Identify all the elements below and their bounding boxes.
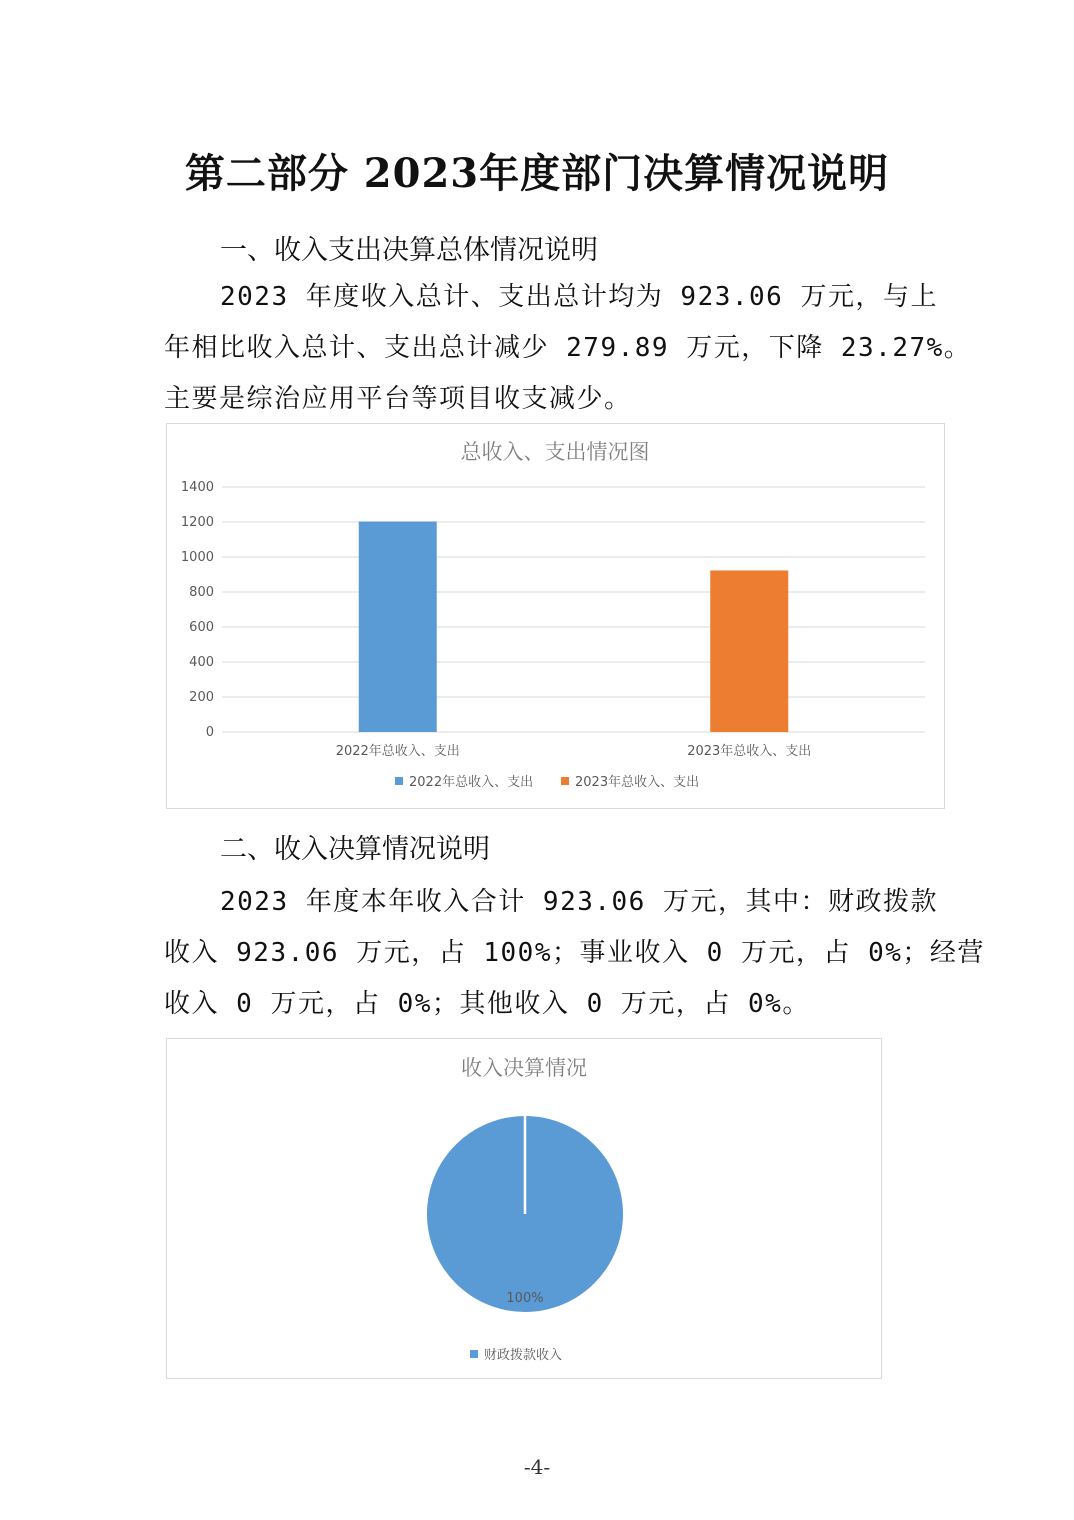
section-heading-2: 二、收入决算情况说明 xyxy=(220,834,490,865)
paragraph-line: 收入 0 万元，占 0%；其他收入 0 万元，占 0%。 xyxy=(164,989,810,1019)
legend-swatch xyxy=(470,1350,478,1358)
y-tick-label: 600 xyxy=(189,620,214,635)
paragraph-line: 收入 923.06 万元，占 100%；事业收入 0 万元，占 0%；经营 xyxy=(164,938,985,968)
legend-swatch xyxy=(561,777,569,785)
section-2-paragraph xyxy=(164,877,985,1030)
legend-label: 2022年总收入、支出 xyxy=(409,775,534,790)
paragraph-line: 年相比收入总计、支出总计减少 279.89 万元，下降 23.27%。 xyxy=(164,333,972,363)
x-tick-label: 2022年总收入、支出 xyxy=(335,744,460,759)
y-tick-label: 800 xyxy=(189,585,214,600)
chart-title: 总收入、支出情况图 xyxy=(460,440,650,464)
y-tick-label: 200 xyxy=(189,690,214,705)
bar xyxy=(359,521,437,732)
bar-chart xyxy=(166,423,945,809)
paragraph-line: 2023 年度本年收入合计 923.06 万元，其中：财政拨款 xyxy=(220,887,938,917)
y-tick-label: 0 xyxy=(205,725,214,740)
section-1-paragraph xyxy=(164,272,972,425)
x-tick-label: 2023年总收入、支出 xyxy=(687,744,812,759)
legend-label: 2023年总收入、支出 xyxy=(575,775,700,790)
pie-chart xyxy=(166,1038,882,1379)
chart-title: 收入决算情况 xyxy=(461,1056,587,1080)
legend-swatch xyxy=(395,777,403,785)
page-number: -4- xyxy=(523,1455,551,1479)
y-tick-label: 400 xyxy=(189,655,214,670)
page-title: 第二部分 2023年度部门决算情况说明 xyxy=(184,150,890,197)
bar xyxy=(710,570,788,732)
y-tick-label: 1200 xyxy=(180,515,214,530)
paragraph-line: 主要是综治应用平台等项目收支减少。 xyxy=(164,384,632,414)
section-heading-1: 一、收入支出决算总体情况说明 xyxy=(220,235,598,266)
y-tick-label: 1000 xyxy=(180,550,214,565)
pie-chart-svg xyxy=(167,1039,881,1378)
y-tick-label: 1400 xyxy=(180,480,214,495)
bar-chart-svg xyxy=(167,424,944,808)
paragraph-line: 2023 年度收入总计、支出总计均为 923.06 万元，与上 xyxy=(220,282,938,312)
legend-label: 财政拨款收入 xyxy=(484,1348,563,1363)
data-label: 100% xyxy=(506,1291,544,1306)
